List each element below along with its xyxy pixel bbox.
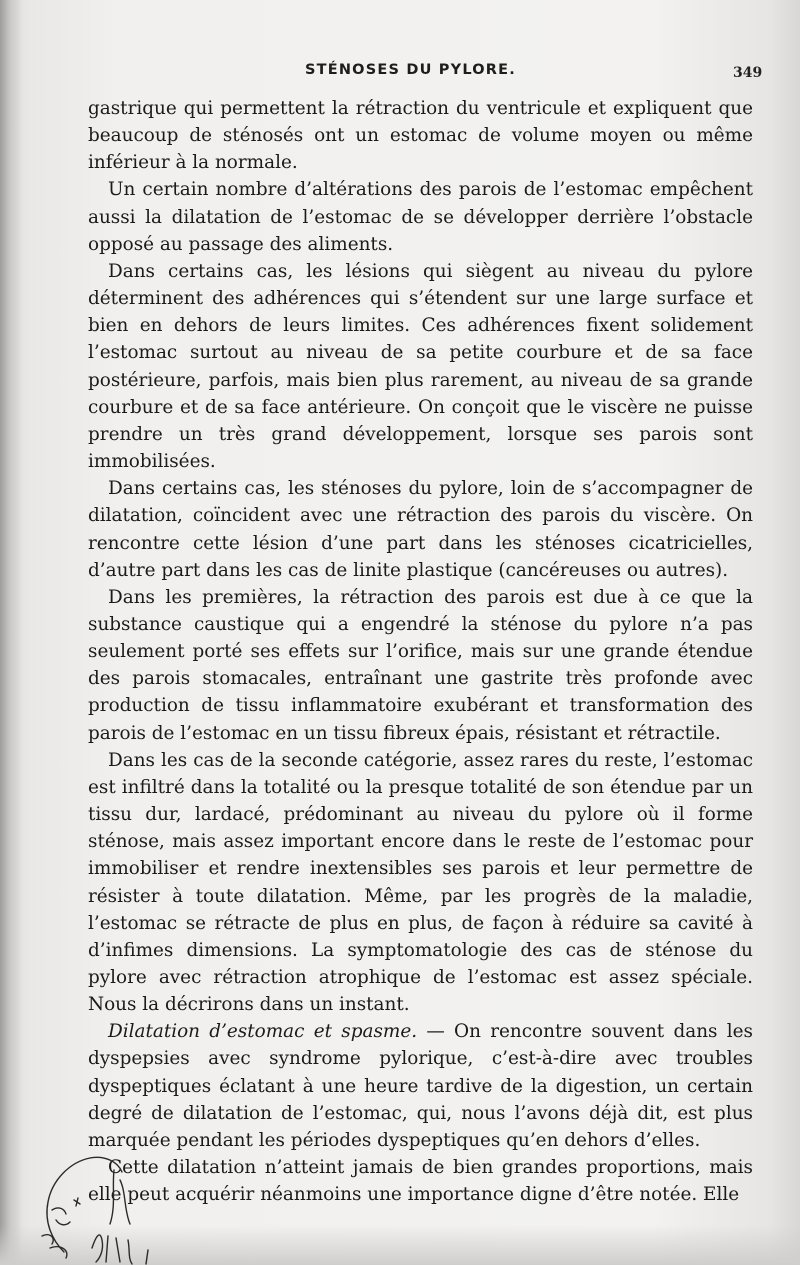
paragraph: Dans certains cas, les lésions qui siègent au niveau du pylore déterminent des adhérences qui s’étendent sur une large surface et bien en dehors de leurs limites. Ces adhérences fixent solidement l’estomac surtout au niveau de sa petite courbure et de sa face postérieure, parfois, mais bien plus rarement, au niveau de sa grande courbure et de sa face antérieure. On conçoit que le viscère ne puisse prendre un très grand développement, lorsque ses parois sont immobilisées. [88, 260, 753, 473]
paragraph-last: Cette dilatation n’atteint jamais de bien grandes proportions, mais elle peut acquérir néanmoins une importance digne d’être notée. Elle [88, 1157, 753, 1206]
paragraph: Dans les premières, la rétraction des parois est due à ce que la substance caustique qui a engendré la sténose du pylore n’a pas seulement porté ses effets sur l’orifice, mais sur une grande étendue des parois stomacales, entraînant une gastrite très profonde avec production de tissu inflammatoire exubérant et transformation des parois de l’estomac en un tissu fibreux épais, résistant et rétractile. [88, 586, 753, 744]
page-number: 349 [733, 65, 763, 81]
running-title: STÉNOSES DU PYLORE. [305, 62, 516, 78]
paragraph: Dans certains cas, les sténoses du pylore, loin de s’accompagner de dilatation, coïncident avec une rétraction des parois du viscère. On rencontre cette lésion d’une part dans les sténoses cicatricielles, d’autre part dans les cas de linite plastique (cancéreuses ou autres). [88, 478, 753, 581]
paragraph: Dans les cas de la seconde catégorie, assez rares du reste, l’estomac est infiltré dans la totalité ou la presque totalité de son étendue par un tissu dur, lardacé, prédominant au niveau du pylore où il forme sténose, mais assez important encore dans le reste de l’estomac pour immobiliser et rendre inextensibles ses parois et leur permettre de résister à toute dilatation. Même, par les progrès de la maladie, l’estomac se rétracte de plus en plus, de façon à réduire sa cavité à d’infimes dimensions. La symptomatologie des cas de sténose du pylore avec rétraction atrophique de l’estomac est assez spéciale. Nous la décrirons dans un instant. [88, 749, 753, 1016]
paragraph: Un certain nombre d’altérations des parois de l’estomac empêchent aussi la dilatation de l’estomac de se développer derrière l’obstacle opposé au passage des aliments. [88, 179, 753, 255]
paragraph-continuation: gastrique qui permettent la rétraction du ventricule et expliquent que beaucoup de sténosés ont un estomac de volume moyen ou même inférieur à la normale. [88, 98, 753, 174]
section-text: — On rencontre souvent dans les dyspepsies avec syndrome pylorique, c’est-à-dire avec troubles dyspeptiques éclatant à une heure tardive de la digestion, un certain degré de dilatation de l’estomac, qui, nous l’avons déjà dit, est plus marquée pendant les périodes dyspeptiques qu’en dehors d’elles. [88, 1021, 753, 1151]
body-text [88, 95, 753, 1208]
pencil-sketch-face [30, 1140, 160, 1265]
binding-shadow [0, 0, 22, 1265]
paragraph-section-start [88, 1018, 753, 1154]
page-header [0, 60, 800, 84]
section-heading-italic: Dilatation d’estomac et spasme. [108, 1021, 418, 1043]
